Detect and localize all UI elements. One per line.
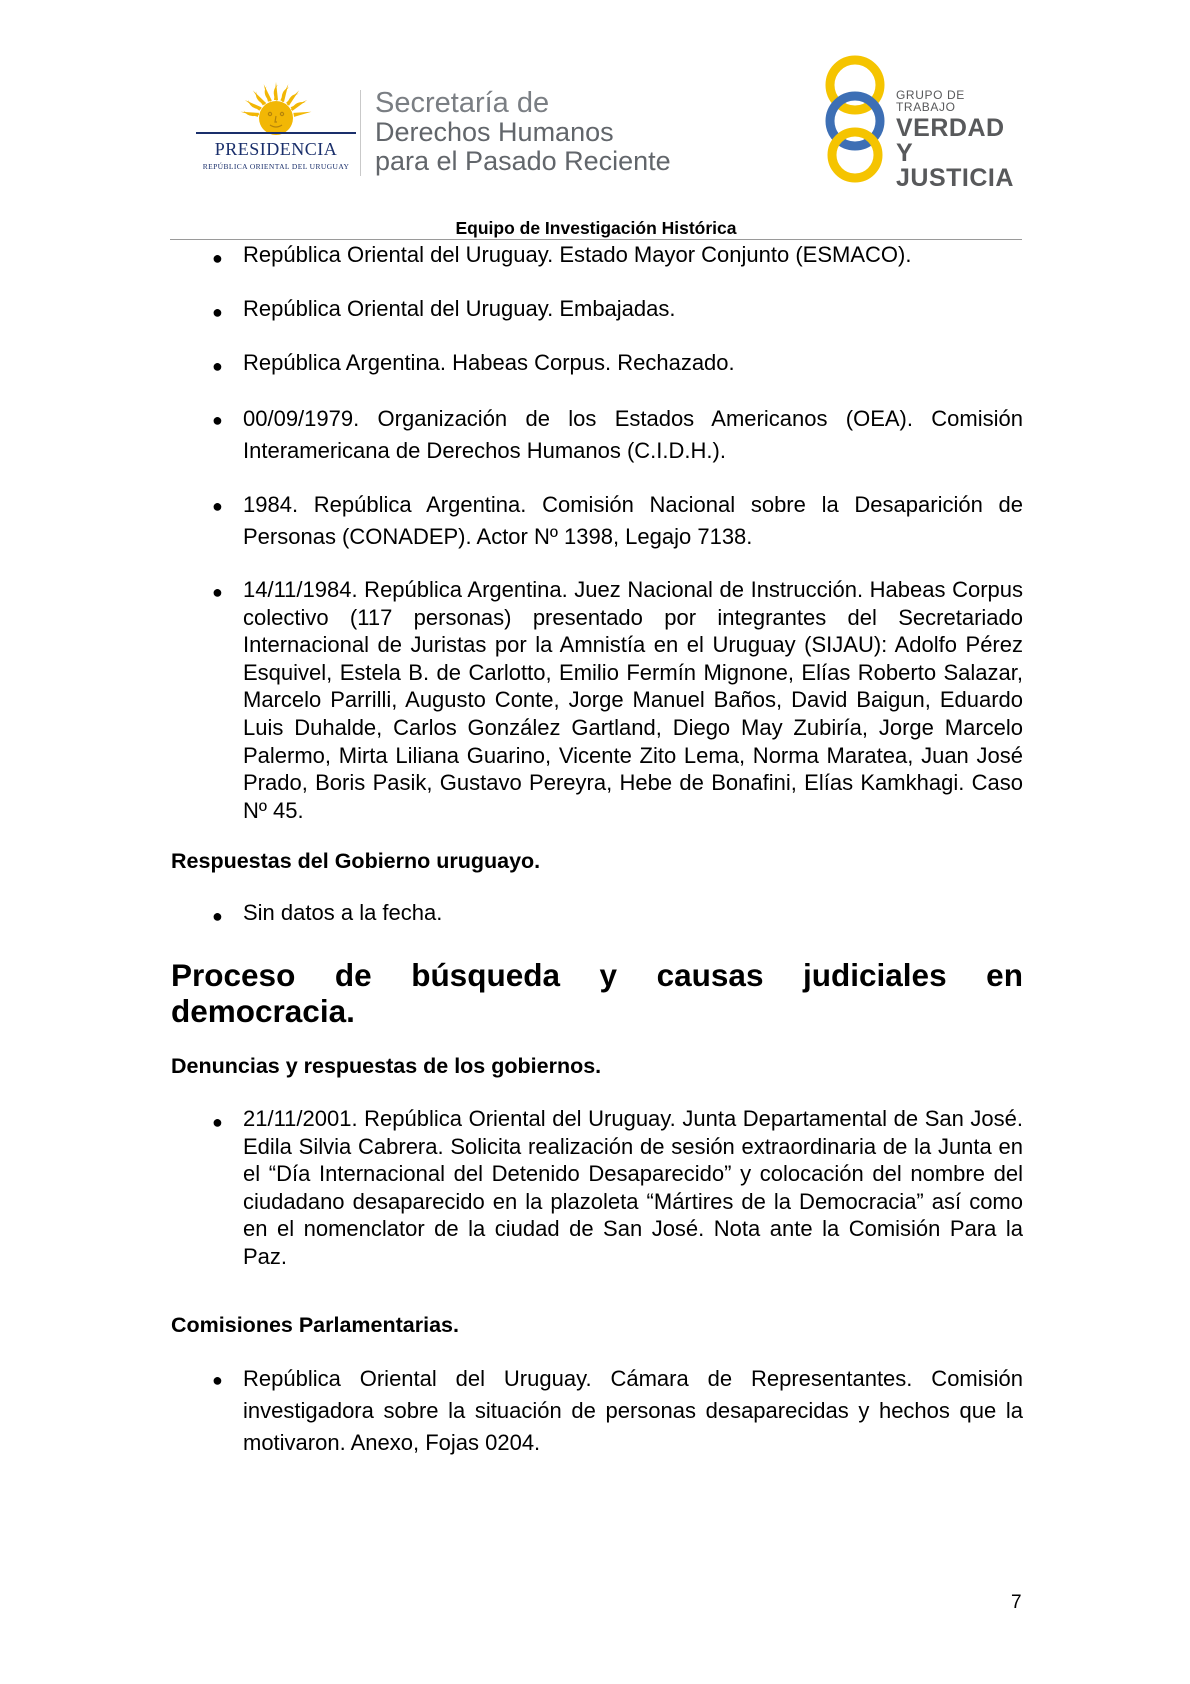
list-item: Sin datos a la fecha. (243, 900, 443, 925)
page-number: 7 (1011, 1592, 1022, 1613)
bullet-icon: ● (212, 906, 223, 926)
presidencia-logo (196, 82, 356, 182)
heading-word: y (599, 957, 618, 993)
vyj-line-2: JUSTICIA (896, 164, 1014, 192)
section-heading-denuncias: Denuncias y respuestas de los gobiernos. (171, 1054, 602, 1078)
linked-rings-icon (818, 55, 898, 183)
secretaria-line-2: Derechos Humanos (375, 117, 614, 147)
secretaria-logo-text (375, 89, 671, 176)
bullet-icon: ● (212, 356, 223, 376)
vyj-line-1: VERDAD Y (896, 114, 1005, 167)
heading-word: judiciales (803, 957, 947, 993)
list-item: República Oriental del Uruguay. Estado Mayor Conjunto (ESMACO). (243, 242, 912, 267)
logo-divider (360, 90, 361, 176)
heading-word: en (986, 957, 1023, 993)
section-heading-proceso (171, 957, 1023, 1029)
heading-line-2: democracia. (171, 993, 355, 1029)
presidencia-name: PRESIDENCIA (214, 139, 338, 159)
secretaria-line-3: para el Pasado Reciente (375, 146, 671, 176)
list-item: República Argentina. Habeas Corpus. Rechazado. (243, 350, 735, 375)
bullet-icon: ● (212, 410, 223, 430)
heading-word: búsqueda (411, 957, 560, 993)
section-heading-respuestas: Respuestas del Gobierno uruguayo. (171, 849, 541, 873)
heading-word: de (334, 957, 372, 993)
heading-word: causas (656, 957, 764, 993)
team-title: Equipo de Investigación Histórica (455, 218, 737, 238)
presidencia-subtitle: REPÚBLICA ORIENTAL DEL URUGUAY (202, 162, 350, 171)
verdad-justicia-text (896, 89, 1028, 191)
list-item: 1984. República Argentina. Comisión Nacional sobre la Desaparición de Personas (CONADEP). Actor Nº 1398, Legajo 7138. (243, 492, 1023, 549)
bullet-icon: ● (212, 582, 223, 602)
list-item: 14/11/1984. República Argentina. Juez Nacional de Instrucción. Habeas Corpus colectivo (117 personas) presentado por integrantes del Secretariado Internacional de Juristas por la Amnistía en el Uruguay (SIJAU): Adolfo Pérez Esquivel, Estela B. de Carlotto, Emilio Fermín Mignone, Elías Roberto Salazar, Marcelo Parrilli, Augusto Conte, Jorge Manuel Baños, David Baigun, Eduardo Luis Duhalde, Carlos González Gartland, Diego May Zubiría, Jorge Marcelo Palermo, Mirta Liliana Guarino, Vicente Zito Lema, Norma Maratea, Juan José Prado, Boris Pasik, Gustavo Pereyra, Hebe de Bonafini, Elías Kamkhagi. Caso Nº 45. (243, 577, 1023, 823)
bullet-icon: ● (212, 302, 223, 322)
section-heading-comisiones: Comisiones Parlamentarias. (171, 1313, 459, 1337)
bullet-icon: ● (212, 496, 223, 516)
list-item: 00/09/1979. Organización de los Estados Americanos (OEA). Comisión Interamericana de Derechos Humanos (C.I.D.H.). (243, 406, 1023, 463)
secretaria-line-1: Secretaría de (375, 87, 550, 119)
bullet-icon: ● (212, 1370, 223, 1390)
sun-emblem-icon (196, 82, 356, 142)
header-rule (170, 239, 1022, 240)
list-item: República Oriental del Uruguay. Cámara de Representantes. Comisión investigadora sobre la situación de personas desaparecidas y hechos que la motivaron. Anexo, Fojas 0204. (243, 1366, 1023, 1455)
list-item: 21/11/2001. República Oriental del Uruguay. Junta Departamental de San José. Edila Silvia Cabrera. Solicita realización de sesión extraordinaria de la Junta en el “Día Internacional del Detenido Desaparecido” y colocación del nombre del ciudadano desaparecido en la plazoleta “Mártires de la Democracia” así como en el nomenclator de la ciudad de San José. Nota ante la Comisión Para la Paz. (243, 1106, 1023, 1269)
bullet-icon: ● (212, 248, 223, 268)
verdad-justicia-logo (818, 55, 1028, 192)
list-item: República Oriental del Uruguay. Embajadas. (243, 296, 676, 321)
vyj-grupo: GRUPO DE TRABAJO (896, 88, 965, 114)
heading-word: Proceso (171, 957, 296, 993)
bullet-icon: ● (212, 1112, 223, 1132)
